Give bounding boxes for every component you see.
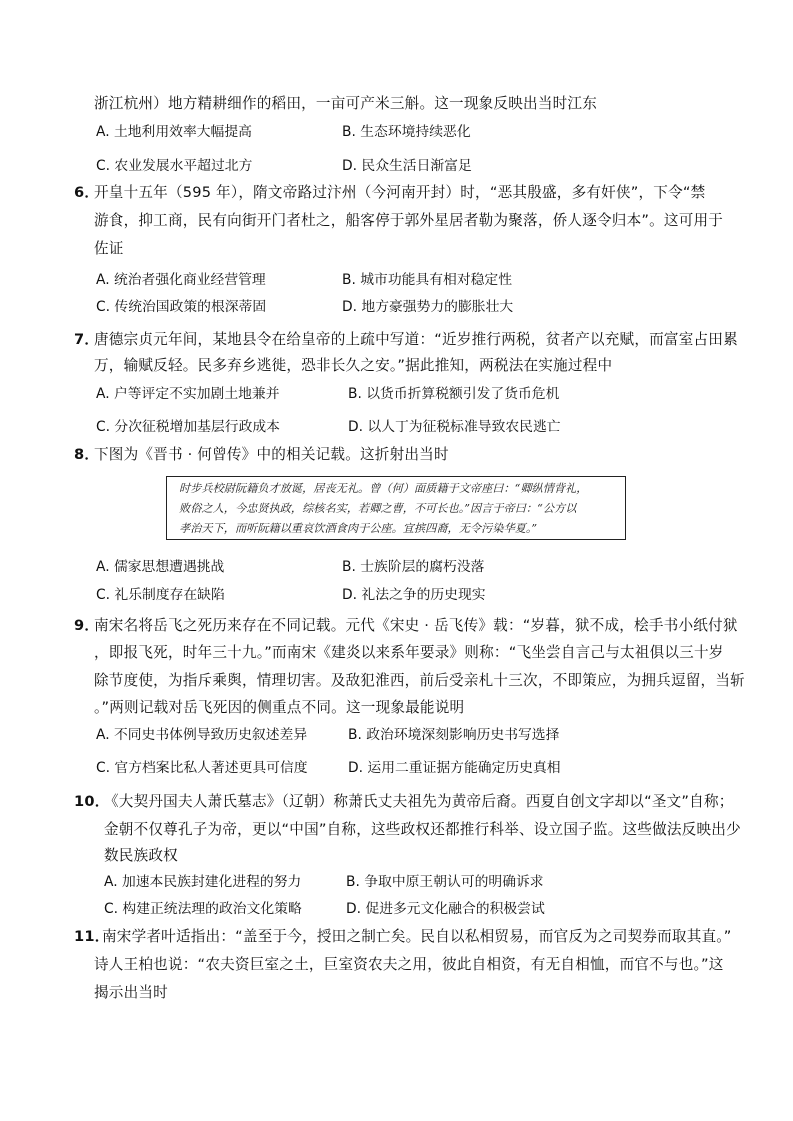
q11-number: 11． bbox=[74, 928, 110, 945]
q7-option-d[interactable]: D. 以人丁为征税标准导致农民逃亡 bbox=[348, 419, 561, 435]
q10-option-a[interactable]: A. 加速本民族封建化进程的努力 bbox=[104, 874, 302, 890]
q6-stem-line-2: 游食，抑工商，民有向街开门者杜之，船客停于郭外星居者勒为聚落，侨人逐令归本”。这可用于 bbox=[94, 212, 724, 229]
q8-option-a[interactable]: A. 儒家思想遭遇挑战 bbox=[96, 559, 225, 575]
q11-stem-line-2: 诗人王柏也说：“农夫资巨室之土，巨室资农夫之用，彼此自相资，有无自相恤，而官不与也。”这 bbox=[94, 956, 724, 973]
q10-option-b[interactable]: B. 争取中原王朝认可的明确诉求 bbox=[346, 874, 544, 890]
q6-stem-line-3: 佐证 bbox=[94, 240, 124, 257]
q5-stem-tail: 浙江杭州）地方精耕细作的稻田，一亩可产米三斛。这一现象反映出当时江东 bbox=[94, 95, 597, 112]
q9-stem-line-3: 除节度使，为指斥乘舆，情理切害。及敌犯淮西，前后受亲札十三次，不即策应，为拥兵逗留，当斩 bbox=[94, 672, 745, 689]
q7-option-b[interactable]: B. 以货币折算税额引发了货币危机 bbox=[348, 386, 560, 402]
q5-option-a[interactable]: A. 土地利用效率大幅提高 bbox=[96, 124, 252, 140]
q9-option-d[interactable]: D. 运用二重证据方能确定历史真相 bbox=[348, 760, 561, 776]
q7-number: 7． bbox=[74, 331, 100, 348]
q5-option-d[interactable]: D. 民众生活日渐富足 bbox=[342, 158, 472, 174]
q6-stem-line-1: 开皇十五年（595 年），隋文帝路过汴州（今河南开封）时，“恶其殷盛，多有奸侠”，下令“禁 bbox=[94, 184, 706, 201]
q6-option-d[interactable]: D. 地方豪强势力的膨胀壮大 bbox=[342, 299, 514, 315]
q6-option-c[interactable]: C. 传统治国政策的根深蒂固 bbox=[96, 299, 267, 315]
q5-option-b[interactable]: B. 生态环境持续恶化 bbox=[342, 124, 471, 140]
q6-option-a[interactable]: A. 统治者强化商业经营管理 bbox=[96, 272, 266, 288]
q9-stem-line-2: ，即报飞死，时年三十九。”而南宋《建炎以来系年要录》则称：“飞坐尝自言己与太祖俱以三十岁 bbox=[94, 644, 724, 661]
q10-number: 10． bbox=[74, 793, 110, 810]
q11-stem-line-1: 南宋学者叶适指出：“盖至于今，授田之制亡矣。民自以私相贸易，而官反为之司契券而取其直。” bbox=[102, 928, 732, 945]
q10-option-c[interactable]: C. 构建正统法理的政治文化策略 bbox=[104, 901, 302, 917]
q9-option-a[interactable]: A. 不同史书体例导致历史叙述差异 bbox=[96, 727, 308, 743]
q10-stem-line-3: 数民族政权 bbox=[104, 847, 178, 864]
excerpt-line-3: 孝治天下，而听阮籍以重哀饮酒食肉于公座。宜摈四裔，无令污染华夏。” bbox=[179, 522, 538, 535]
q9-stem-line-4: 。”两则记载对岳飞死因的侧重点不同。这一现象最能说明 bbox=[94, 699, 465, 716]
q8-option-c[interactable]: C. 礼乐制度存在缺陷 bbox=[96, 587, 225, 603]
q10-option-d[interactable]: D. 促进多元文化融合的积极尝试 bbox=[346, 901, 545, 917]
q10-stem-line-2: 金朝不仅尊孔子为帝，更以“中国”自称，这些政权还都推行科举、设立国子监。这些做法反映出少 bbox=[104, 821, 741, 838]
q8-option-b[interactable]: B. 士族阶层的腐朽没落 bbox=[342, 559, 485, 575]
q9-option-c[interactable]: C. 官方档案比私人著述更具可信度 bbox=[96, 760, 308, 776]
q6-option-b[interactable]: B. 城市功能具有相对稳定性 bbox=[342, 272, 513, 288]
historical-excerpt-box bbox=[166, 476, 626, 540]
excerpt-line-2: 败俗之人，今忠贤执政，综核名实，若卿之曹，不可长也。”因言于帝曰：“公方以 bbox=[179, 502, 577, 515]
q6-number: 6． bbox=[74, 184, 100, 201]
q8-number: 8． bbox=[74, 446, 100, 463]
q7-stem-line-2: 万，输赋反轻。民多弃乡逃徙，恐非长久之安。”据此推知，两税法在实施过程中 bbox=[94, 357, 613, 374]
q10-stem-line-1: 《大契丹国夫人萧氏墓志》（辽朝）称萧氏丈夫祖先为黄帝后裔。西夏自创文字却以“圣文”自称； bbox=[104, 793, 734, 810]
q7-option-c[interactable]: C. 分次征税增加基层行政成本 bbox=[96, 419, 280, 435]
q9-number: 9． bbox=[74, 617, 100, 634]
q9-stem-line-1: 南宋名将岳飞之死历来存在不同记载。元代《宋史 · 岳飞传》载：“岁暮，狱不成，桧手书小纸付狱 bbox=[94, 617, 738, 634]
q7-stem-line-1: 唐德宗贞元年间，某地县令在给皇帝的上疏中写道：“近岁推行两税，贫者产以充赋，而富室占田累 bbox=[94, 331, 738, 348]
q11-stem-line-3: 揭示出当时 bbox=[94, 984, 168, 1001]
q7-option-a[interactable]: A. 户等评定不实加剧土地兼并 bbox=[96, 386, 280, 402]
q5-option-c[interactable]: C. 农业发展水平超过北方 bbox=[96, 158, 253, 174]
q8-stem-line-1: 下图为《晋书 · 何曾传》中的相关记载。这折射出当时 bbox=[94, 446, 449, 463]
excerpt-line-1: 时步兵校尉阮籍负才放诞，居丧无礼。曾（何）面质籍于文帝座曰：“卿纵情背礼， bbox=[179, 482, 588, 495]
q9-option-b[interactable]: B. 政治环境深刻影响历史书写选择 bbox=[348, 727, 560, 743]
q8-option-d[interactable]: D. 礼法之争的历史现实 bbox=[342, 587, 486, 603]
